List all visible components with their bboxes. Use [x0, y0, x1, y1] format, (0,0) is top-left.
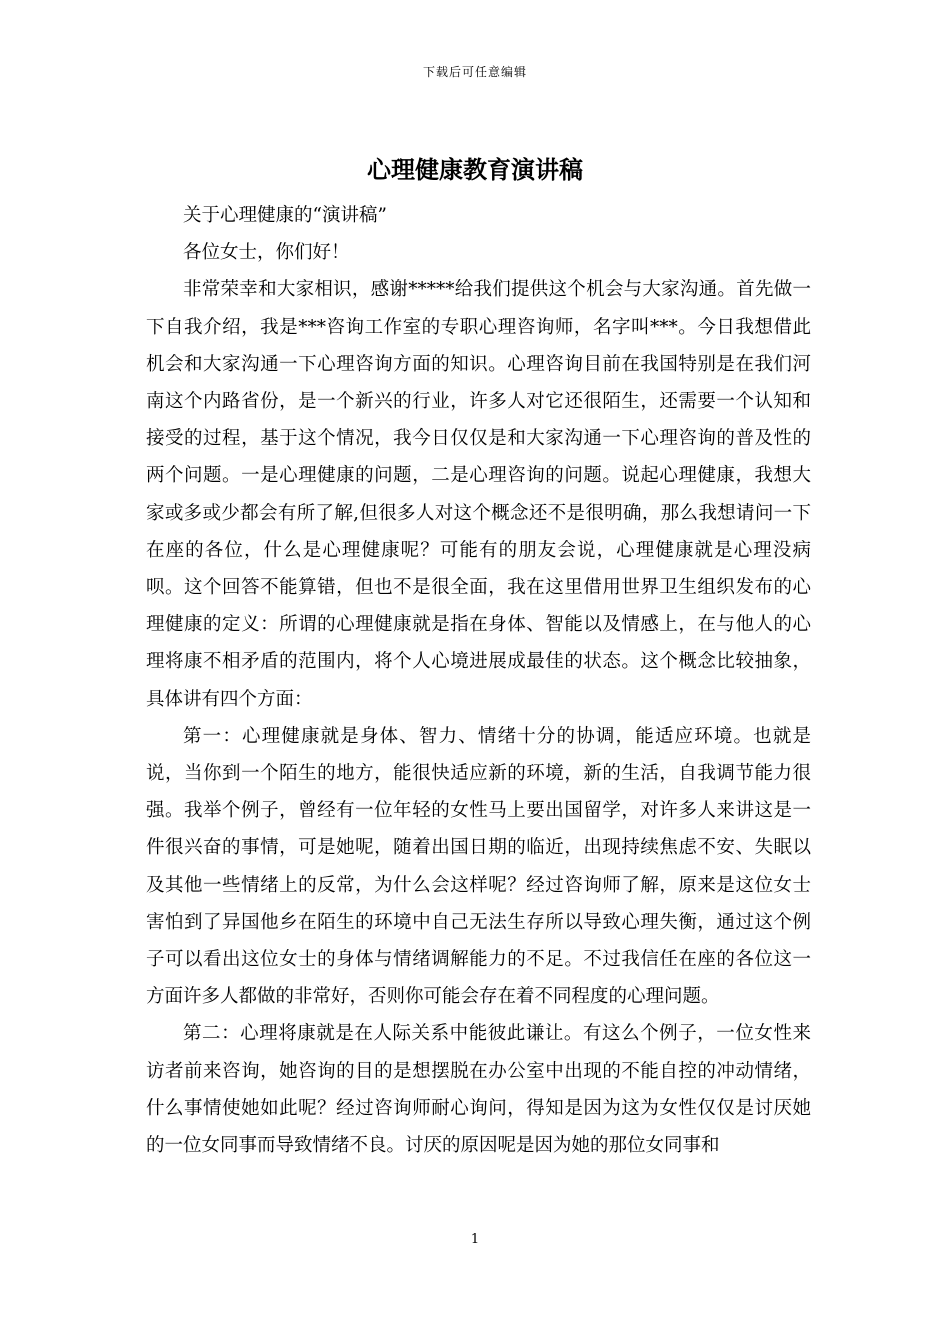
paragraph-point-two: 第二：心理将康就是在人际关系中能彼此谦让。有这么个例子，一位女性来访者前来咨询，她咨询的目的是想摆脱在办公室中出现的不能自控的冲动情绪，什么事情使她如此呢？经过咨询师耐心询问，得知是因为这为女性仅仅是讨厌她的一位女同事而导致情绪不良。讨厌的原因呢是因为她的那位女同事和	[146, 1023, 811, 1157]
page-header: 下载后可任意编辑	[422, 65, 527, 79]
page-number: 1	[470, 1232, 480, 1247]
paragraph-subtitle: 关于心理健康的“演讲稿”	[183, 205, 387, 226]
paragraph-greeting: 各位女士，你们好！	[183, 242, 350, 264]
paragraph-point-one: 第一：心理健康就是身体、智力、情绪十分的协调，能适应环境。也就是说，当你到一个陌生的地方，能很快适应新的环境，新的生活，自我调节能力很强。我举个例子，曾经有一位年轻的女性马上要出国留学，对许多人来讲这是一件很兴奋的事情，可是她呢，随着出国日期的临近，出现持续焦虑不安、失眠以及其他一些情绪上的反常，为什么会这样呢？经过咨询师了解，原来是这位女士害怕到了异国他乡在陌生的环境中自己无法生存所以导致心理失衡，通过这个例子可以看出这位女士的身体与情绪调解能力的不足。不过我信任在座的各位这一方面许多人都做的非常好，否则你可能会存在着不同程度的心理问题。	[146, 725, 811, 1008]
paragraph-introduction: 非常荣幸和大家相识，感谢*****给我们提供这个机会与大家沟通。首先做一下自我介绍，我是***咨询工作室的专职心理咨询师，名字叫***。今日我想借此机会和大家沟通一下心理咨询方面的知识。心理咨询目前在我国特别是在我们河南这个内路省份，是一个新兴的行业，许多人对它还很陌生，还需要一个认知和接受的过程，基于这个情况，我今日仅仅是和大家沟通一下心理咨询的普及性的两个问题。一是心理健康的问题，二是心理咨询的问题。说起心理健康，我想大家或多或少都会有所了解,但很多人对这个概念还不是很明确，那么我想请问一下在座的各位，什么是心理健康呢？可能有的朋友会说，心理健康就是心理没病呗。这个回答不能算错，但也不是很全面，我在这里借用世界卫生组织发布的心理健康的定义：所谓的心理健康就是指在身体、智能以及情感上，在与他人的心理将康不相矛盾的范围内，将个人心境进展成最佳的状态。这个概念比较抽象，具体讲有四个方面：	[146, 279, 811, 710]
document-body	[146, 197, 811, 1164]
document-title: 心理健康教育演讲稿	[367, 156, 583, 184]
